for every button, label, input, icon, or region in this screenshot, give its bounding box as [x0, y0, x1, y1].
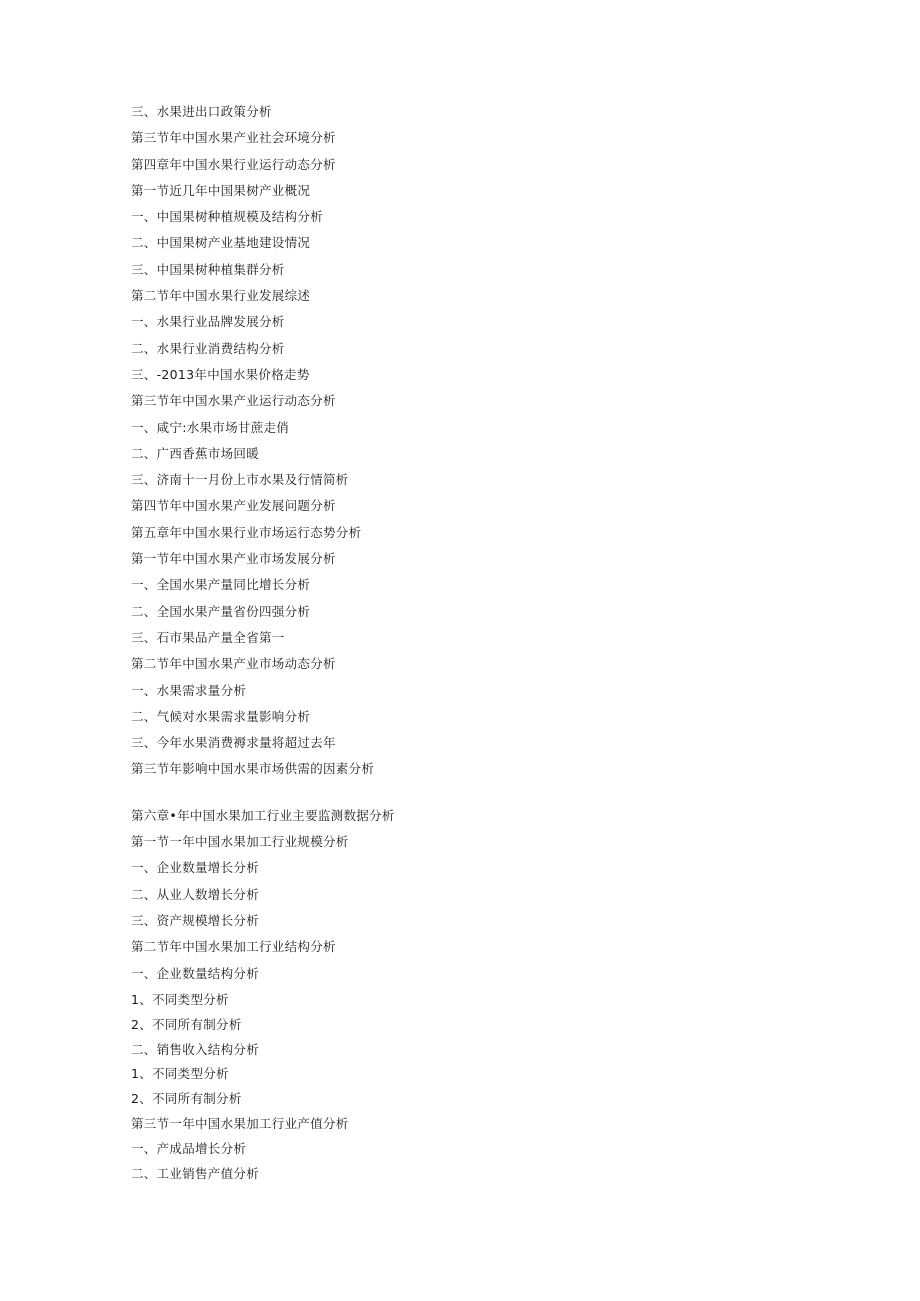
- toc-section-group-2: [131, 807, 831, 991]
- toc-section-group-3: [131, 991, 831, 1190]
- toc-line: 一、全国水果产量同比增长分析: [131, 577, 311, 593]
- toc-line: 三、水果进出口政策分析: [131, 104, 272, 119]
- toc-line: 第五章年中国水果行业市场运行态势分析: [131, 524, 362, 540]
- toc-line: 第二节年中国水果加工行业结构分析: [131, 939, 336, 955]
- toc-line: 一、企业数量结构分析: [131, 965, 260, 981]
- toc-line: 第三节一年中国水果加工行业产值分析: [131, 1116, 349, 1132]
- toc-line: 一、企业数量增长分析: [131, 860, 260, 876]
- toc-line: 三、-2013年中国水果价格走势: [131, 366, 310, 382]
- toc-line: 二、工业销售产值分析: [131, 1166, 260, 1182]
- toc-line: 第四章年中国水果行业运行动态分析: [131, 156, 336, 172]
- toc-line: 二、全国水果产量省份四强分析: [131, 603, 311, 619]
- toc-line: 二、水果行业消费结构分析: [131, 340, 285, 356]
- toc-line: 第二节年中国水果行业发展综述: [131, 288, 311, 304]
- toc-line: 三、今年水果消费褥求量将超过去年: [131, 735, 336, 751]
- toc-line: 一、中国果树种植规模及结构分析: [131, 209, 324, 225]
- toc-line: 三、石市果品产量全省第一: [131, 629, 285, 645]
- toc-line: 二、从业人数增长分析: [131, 886, 260, 902]
- toc-line: 第一节年中国水果产业市场发展分析: [131, 551, 336, 567]
- toc-line: 一、咸宁:水果市场甘蔗走俏: [131, 419, 290, 435]
- toc-line: 二、气候对水果需求量影响分析: [131, 708, 311, 724]
- toc-line: 三、济南十一月份上市水果及行情简析: [131, 472, 349, 488]
- table-of-contents: [131, 103, 831, 1190]
- toc-line: 第一节一年中国水果加工行业规模分析: [131, 834, 349, 850]
- toc-line: 三、中国果树种植集群分析: [131, 261, 285, 277]
- toc-line: 2、不同所有制分析: [131, 1091, 242, 1107]
- toc-line: 第三节年中国水果产业运行动态分析: [131, 393, 336, 409]
- toc-line: 第三节年影响中国水果市场供需的因素分析: [131, 761, 375, 777]
- toc-line: 二、广西香蕉市场回暖: [131, 445, 260, 461]
- toc-line: 第四节年中国水果产业发展问题分析: [131, 498, 336, 514]
- toc-line: 一、水果需求量分析: [131, 682, 247, 698]
- toc-line: 第二节年中国水果产业市场动态分析: [131, 656, 336, 672]
- toc-section-group-1: [131, 103, 831, 787]
- toc-line: 三、资产规模增长分析: [131, 912, 260, 928]
- toc-line: 1、不同类型分析: [131, 1066, 229, 1082]
- toc-line: 1、不同类型分析: [131, 991, 229, 1007]
- toc-line: 第三节年中国水果产业社会环境分析: [131, 130, 336, 146]
- toc-line: 一、水果行业品牌发展分析: [131, 314, 285, 330]
- toc-line: 2、不同所有制分析: [131, 1016, 242, 1032]
- toc-line: 第一节近几年中国果树产业概况: [131, 182, 311, 198]
- toc-line: 第六章•年中国水果加工行业主要监测数据分析: [131, 807, 395, 823]
- toc-line: 一、产成品增长分析: [131, 1141, 247, 1157]
- toc-line: 二、销售收入结构分析: [131, 1041, 260, 1057]
- toc-line: 二、中国果树产业基地建设情况: [131, 235, 311, 251]
